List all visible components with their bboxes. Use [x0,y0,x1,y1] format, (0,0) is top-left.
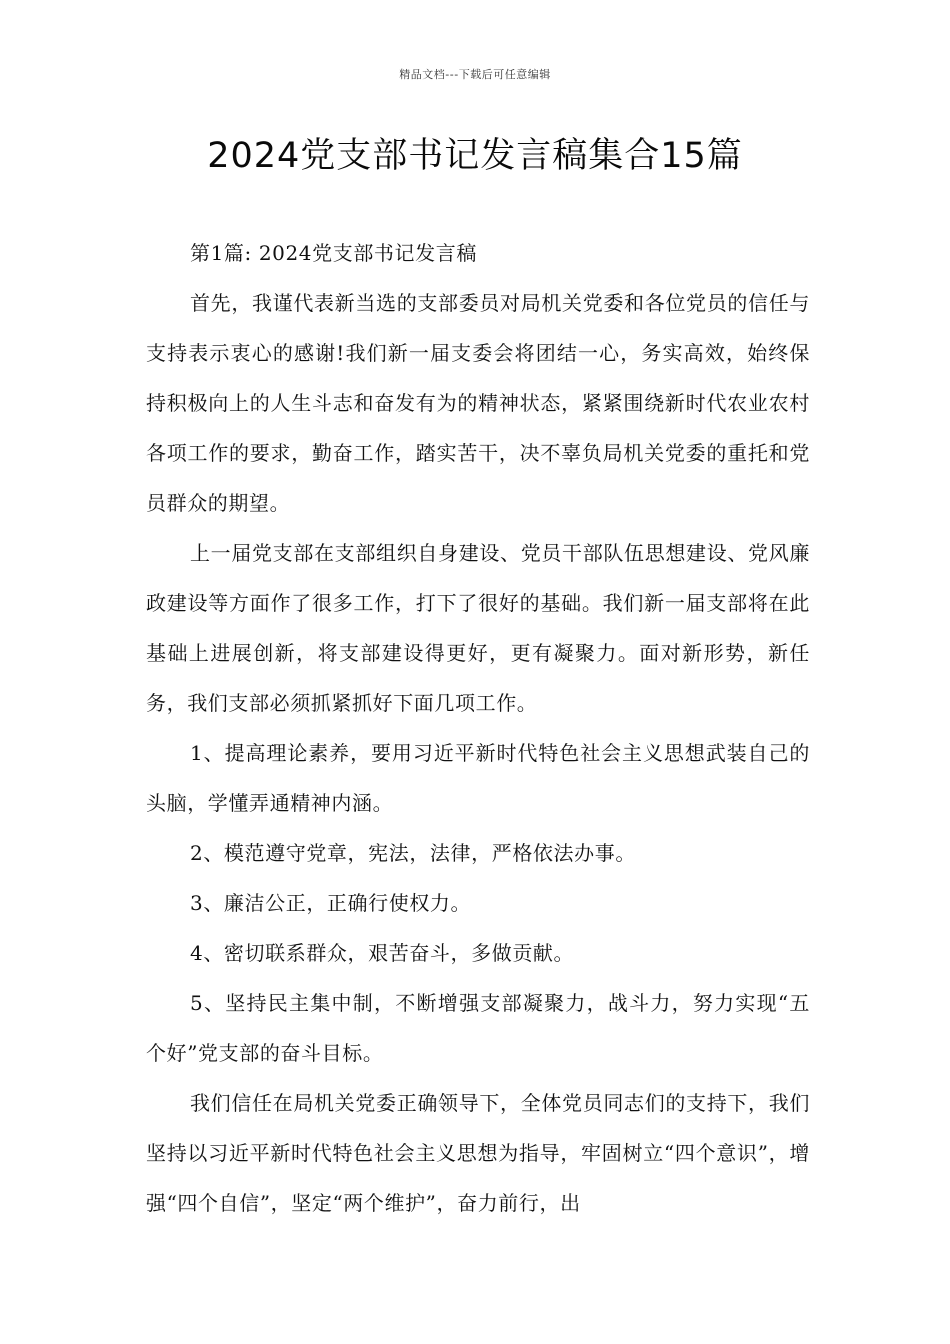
document-title: 2024党支部书记发言稿集合15篇 [207,136,743,176]
list-item: 1、提高理论素养，要用习近平新时代特色社会主义思想武装自己的头脑，学懂弄通精神内涵。 [146,741,810,815]
paragraph: 首先，我谨代表新当选的支部委员对局机关党委和各位党员的信任与支持表示衷心的感谢!我们新一届支委会将团结一心，务实高效，始终保持积极向上的人生斗志和奋发有为的精神状态，紧紧围绕新时代农业农村各项工作的要求，勤奋工作，踏实苦干，决不辜负局机关党委的重托和党员群众的期望。 [146,291,810,515]
paragraph: 上一届党支部在支部组织自身建设、党员干部队伍思想建设、党风廉政建设等方面作了很多工作，打下了很好的基础。我们新一届支部将在此基础上进展创新，将支部建设得更好，更有凝聚力。面对新形势，新任务，我们支部必须抓紧抓好下面几项工作。 [146,541,810,715]
list-item: 5、坚持民主集中制，不断增强支部凝聚力，战斗力，努力实现“五个好”党支部的奋斗目标。 [146,991,810,1065]
section-heading: 第1篇: 2024党支部书记发言稿 [190,241,477,265]
list-item: 2、模范遵守党章，宪法，法律，严格依法办事。 [190,841,636,865]
list-item: 4、密切联系群众，艰苦奋斗，多做贡献。 [190,941,575,965]
paragraph: 我们信任在局机关党委正确领导下，全体党员同志们的支持下，我们坚持以习近平新时代特色社会主义思想为指导，牢固树立“四个意识”，增强“四个自信”，坚定“两个维护”，奋力前行，出 [146,1091,810,1215]
header-note: 精品文档---下载后可任意编辑 [399,68,551,81]
list-item: 3、廉洁公正，正确行使权力。 [190,891,472,915]
document-body [146,228,810,1228]
